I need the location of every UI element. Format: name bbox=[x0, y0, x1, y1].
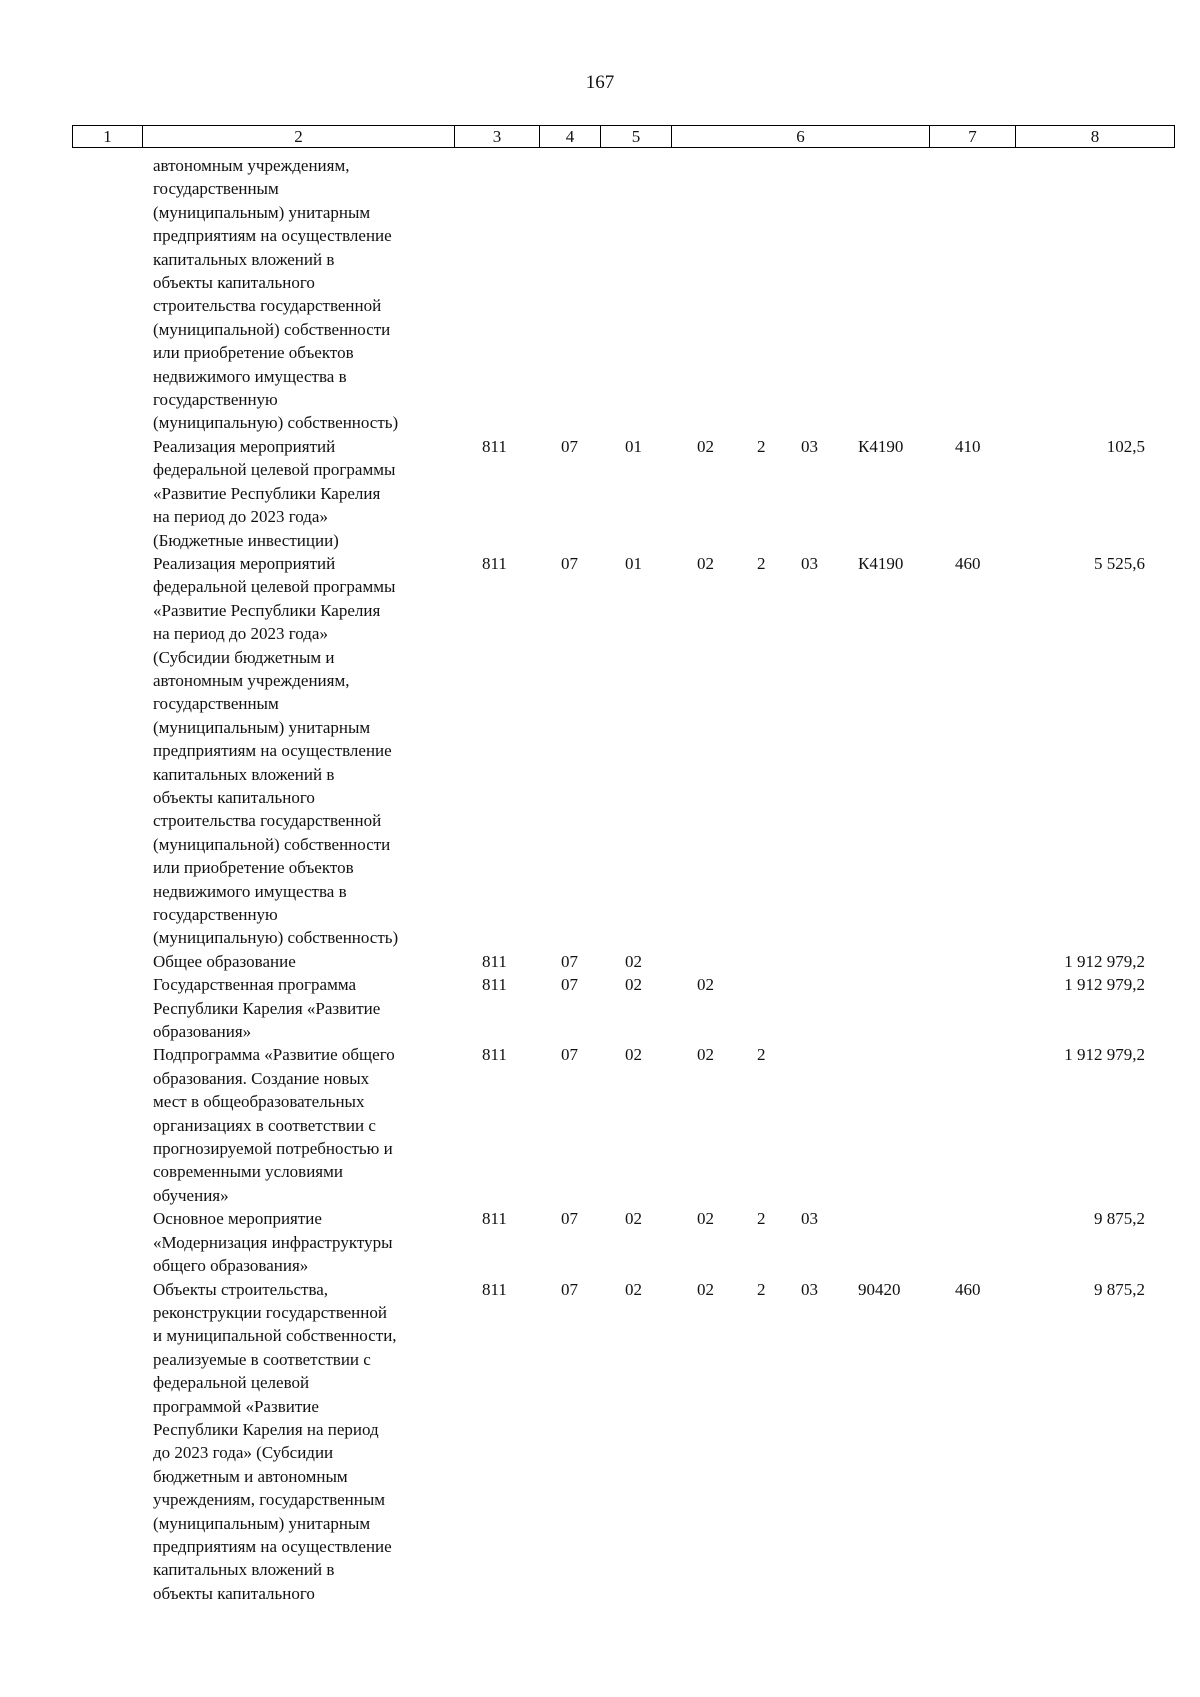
description-line: автономным учреждениям, bbox=[153, 156, 350, 175]
description-line: Реализация мероприятий bbox=[153, 436, 336, 456]
table-row bbox=[0, 435, 1200, 552]
cell-c7: 460 bbox=[955, 553, 981, 573]
cell-c8: 9 875,2 bbox=[1094, 1209, 1145, 1229]
description-line: капитальных вложений в bbox=[153, 249, 335, 269]
page-number: 167 bbox=[585, 72, 615, 93]
description-line: «Развитие Республики Карелия bbox=[153, 483, 381, 503]
description-line: (муниципальной) собственности bbox=[153, 834, 391, 854]
cell-c8: 5 525,6 bbox=[1094, 553, 1145, 573]
description-line: (муниципальную) собственность) bbox=[153, 928, 399, 948]
cell-c3: 811 bbox=[482, 951, 507, 971]
description-line: государственную bbox=[153, 905, 278, 924]
cell-c5: 02 bbox=[625, 975, 642, 995]
description-line: учреждениям, государственным bbox=[153, 1490, 386, 1510]
cell-c3: 811 bbox=[482, 1209, 507, 1229]
description-line: общего образования» bbox=[153, 1256, 309, 1276]
cell-c6b: 2 bbox=[757, 553, 766, 573]
header-col-6: 6 bbox=[672, 126, 930, 147]
cell-c8: 1 912 979,2 bbox=[1064, 951, 1145, 971]
cell-c8: 1 912 979,2 bbox=[1064, 975, 1145, 995]
cell-c6a: 02 bbox=[697, 975, 714, 995]
cell-c6b: 2 bbox=[757, 436, 766, 456]
description-line: бюджетным и автономным bbox=[153, 1466, 348, 1486]
description-line: строительства государственной bbox=[153, 296, 382, 316]
cell-c6b: 2 bbox=[757, 1045, 766, 1065]
description-line: федеральной целевой bbox=[153, 1373, 310, 1393]
header-col-3: 3 bbox=[455, 126, 540, 147]
cell-c5: 02 bbox=[625, 1209, 642, 1229]
header-col-8: 8 bbox=[1090, 127, 1100, 146]
table-row bbox=[0, 154, 1200, 435]
table-row bbox=[0, 552, 1200, 950]
cell-c4: 07 bbox=[561, 436, 578, 456]
cell-c3: 811 bbox=[482, 436, 507, 456]
row-description bbox=[153, 435, 453, 552]
cell-c3: 811 bbox=[482, 553, 507, 573]
cell-c5: 02 bbox=[625, 1045, 642, 1065]
header-col-4: 4 bbox=[540, 126, 601, 147]
description-line: Государственная программа bbox=[153, 975, 357, 995]
description-line: «Развитие Республики Карелия bbox=[153, 600, 381, 620]
description-line: и муниципальной собственности, bbox=[153, 1326, 397, 1346]
header-col-2: 2 bbox=[143, 126, 455, 147]
description-line: реконструкции государственной bbox=[153, 1302, 387, 1322]
cell-c6d: К4190 bbox=[858, 436, 904, 456]
cell-c6b: 2 bbox=[757, 1279, 766, 1299]
description-line: предприятиям на осуществление bbox=[153, 226, 392, 246]
description-line: современными условиями bbox=[153, 1162, 343, 1182]
description-line: обучения» bbox=[153, 1185, 229, 1205]
description-line: федеральной целевой программы bbox=[153, 577, 396, 597]
description-line: капитальных вложений в bbox=[153, 1560, 335, 1580]
header-col-1: 1 bbox=[73, 126, 143, 147]
cell-c6c: 03 bbox=[801, 436, 818, 456]
description-line: Республики Карелия на период bbox=[153, 1419, 379, 1439]
row-description bbox=[153, 552, 453, 950]
description-line: Республики Карелия «Развитие bbox=[153, 998, 381, 1018]
description-line: (Бюджетные инвестиции) bbox=[153, 530, 339, 550]
description-line: или приобретение объектов bbox=[153, 343, 354, 363]
header-col-7: 7 bbox=[930, 126, 1016, 147]
cell-c8: 102,5 bbox=[1106, 436, 1145, 456]
cell-c4: 07 bbox=[561, 553, 578, 573]
description-line: Объекты строительства, bbox=[153, 1279, 329, 1299]
description-line: до 2023 года» (Субсидии bbox=[153, 1443, 334, 1463]
description-line: государственным bbox=[153, 694, 279, 714]
description-line: государственным bbox=[153, 179, 279, 199]
description-line: (муниципальным) унитарным bbox=[153, 202, 371, 222]
description-line: или приобретение объектов bbox=[153, 858, 354, 878]
table-row bbox=[0, 1043, 1200, 1207]
description-line: реализуемые в соответствии с bbox=[153, 1349, 371, 1369]
cell-c6d: 90420 bbox=[858, 1279, 901, 1299]
description-line: (муниципальной) собственности bbox=[153, 319, 391, 339]
description-line: прогнозируемой потребностью и bbox=[153, 1139, 393, 1159]
cell-c6a: 02 bbox=[697, 436, 714, 456]
description-line: государственную bbox=[153, 390, 278, 410]
row-description bbox=[153, 973, 453, 1043]
table-row bbox=[0, 1207, 1200, 1277]
description-line: федеральной целевой программы bbox=[153, 460, 396, 480]
description-line: объекты капитального bbox=[153, 273, 315, 293]
description-line: организациях в соответствии с bbox=[153, 1115, 376, 1135]
description-line: объекты капитального bbox=[153, 787, 315, 807]
description-line: (муниципальным) унитарным bbox=[153, 717, 371, 737]
cell-c5: 01 bbox=[625, 553, 642, 573]
row-description bbox=[153, 1278, 453, 1606]
cell-c7: 410 bbox=[955, 436, 981, 456]
cell-c8: 9 875,2 bbox=[1094, 1279, 1145, 1299]
row-description bbox=[153, 1207, 453, 1277]
description-line: объекты капитального bbox=[153, 1583, 315, 1603]
description-line: на период до 2023 года» bbox=[153, 624, 328, 644]
description-line: образования» bbox=[153, 1022, 252, 1042]
header-col-5: 5 bbox=[601, 126, 672, 147]
description-line: строительства государственной bbox=[153, 811, 382, 831]
description-line: предприятиям на осуществление bbox=[153, 741, 392, 761]
description-line: Основное мероприятие bbox=[153, 1209, 322, 1229]
description-line: программой «Развитие bbox=[153, 1396, 319, 1416]
cell-c6a: 02 bbox=[697, 553, 714, 573]
table-row bbox=[0, 1278, 1200, 1606]
row-description bbox=[153, 1043, 453, 1207]
cell-c6a: 02 bbox=[697, 1045, 714, 1065]
cell-c6a: 02 bbox=[697, 1279, 714, 1299]
cell-c5: 01 bbox=[625, 436, 642, 456]
description-line: (муниципальную) собственность) bbox=[153, 413, 399, 433]
cell-c6d: К4190 bbox=[858, 553, 904, 573]
description-line: автономным учреждениям, bbox=[153, 670, 350, 690]
cell-c6a: 02 bbox=[697, 1209, 714, 1229]
cell-c3: 811 bbox=[482, 1045, 507, 1065]
cell-c4: 07 bbox=[561, 1279, 578, 1299]
cell-c5: 02 bbox=[625, 1279, 642, 1299]
description-line: (муниципальным) унитарным bbox=[153, 1513, 371, 1533]
table-header bbox=[72, 125, 1175, 148]
description-line: недвижимого имущества в bbox=[153, 366, 347, 386]
description-line: мест в общеобразовательных bbox=[153, 1092, 365, 1112]
description-line: «Модернизация инфраструктуры bbox=[153, 1232, 393, 1252]
cell-c6c: 03 bbox=[801, 1279, 818, 1299]
description-line: образования. Создание новых bbox=[153, 1068, 370, 1088]
description-line: на период до 2023 года» bbox=[153, 507, 328, 527]
cell-c6c: 03 bbox=[801, 1209, 818, 1229]
cell-c3: 811 bbox=[482, 975, 507, 995]
cell-c4: 07 bbox=[561, 1045, 578, 1065]
row-description bbox=[153, 950, 453, 973]
description-line: Реализация мероприятий bbox=[153, 553, 336, 573]
cell-c4: 07 bbox=[561, 1209, 578, 1229]
description-line: Общее образование bbox=[153, 951, 296, 971]
cell-c5: 02 bbox=[625, 951, 642, 971]
cell-c8: 1 912 979,2 bbox=[1064, 1045, 1145, 1065]
table-row bbox=[0, 973, 1200, 1043]
cell-c3: 811 bbox=[482, 1279, 507, 1299]
row-description bbox=[153, 154, 453, 435]
cell-c6b: 2 bbox=[757, 1209, 766, 1229]
table-body bbox=[0, 154, 1200, 1605]
cell-c4: 07 bbox=[561, 951, 578, 971]
table-row bbox=[0, 950, 1200, 973]
cell-c4: 07 bbox=[561, 975, 578, 995]
cell-c7: 460 bbox=[955, 1279, 981, 1299]
description-line: недвижимого имущества в bbox=[153, 881, 347, 901]
description-line: предприятиям на осуществление bbox=[153, 1536, 392, 1556]
description-line: Подпрограмма «Развитие общего bbox=[153, 1045, 395, 1065]
description-line: капитальных вложений в bbox=[153, 764, 335, 784]
cell-c6c: 03 bbox=[801, 553, 818, 573]
description-line: (Субсидии бюджетным и bbox=[153, 647, 335, 667]
